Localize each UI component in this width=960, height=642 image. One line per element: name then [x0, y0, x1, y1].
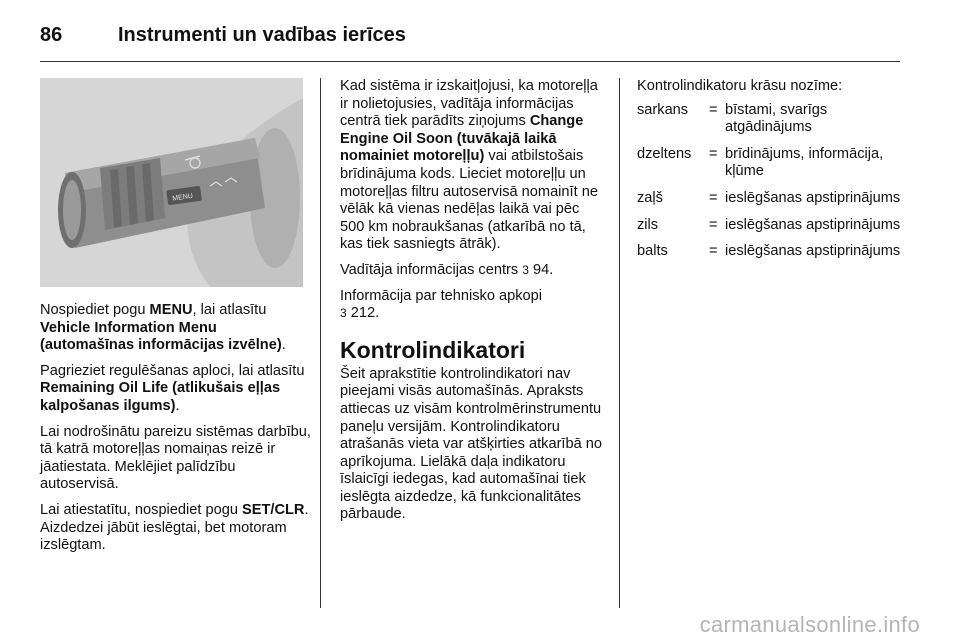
legend-meaning: ieslēgšanas apstiprinājums [725, 243, 901, 260]
legend-row [637, 146, 907, 190]
header-divider [40, 61, 900, 62]
legend-meaning: ieslēgšanas apstiprinājums [725, 216, 901, 233]
column-left [40, 302, 312, 563]
legend-separator: = [709, 145, 718, 162]
page-number: 86 [40, 23, 63, 46]
paragraph-change-oil: Kad sistēma ir izskaitļojusi, ka motoreļļa ir nolietojusies, vadītāja informācijas centrā tiek parādīts ziņojums Change Engine Oil Soon (tuvākajā laikā nomainiet motoreļļu) vai atbilstošais brīdinājuma kods. Lieciet motoreļļu un motoreļļas filtru autoservisā nomainīt ne vēlāk kā vienas nedēļas laikā vai pēc 500 km nobraukšanas (atkarībā no tā, kas tiek sasniegts ātrāk). [340, 78, 598, 253]
color-legend-table [637, 102, 907, 270]
reference-arrow-icon: 3 [340, 306, 347, 321]
paragraph-reset-instructions: Lai atiestatītu, nospiediet pogu SET/CLR. Aizdedzei jābūt ieslēgtai, bet motoram izslēgtam. [40, 501, 309, 554]
paragraph-reset-note: Lai nodrošinātu pareizu sistēmas darbību, tā katrā motoreļļas nomaiņas reizē ir jāatiestata. Meklējiet palīdzību autoservisā. [40, 423, 311, 493]
legend-meaning: brīdinājums, informācija, kļūme [725, 145, 884, 180]
legend-color: zils [637, 216, 659, 233]
page-reference[interactable]: 212 [350, 305, 376, 322]
legend-separator: = [709, 101, 718, 118]
legend-color: sarkans [637, 101, 689, 118]
legend-color: dzeltens [637, 145, 692, 162]
legend-meaning: ieslēgšanas apstiprinājums [725, 189, 901, 206]
column-divider-right [619, 78, 620, 608]
legend-row [637, 102, 907, 146]
column-right [637, 78, 907, 270]
turn-signal-stalk-illustration [40, 78, 303, 287]
column-middle [340, 78, 606, 532]
paragraph-service-ref: Informācija par tehnisko apkopi 3 212. [340, 287, 542, 322]
column-divider-left [320, 78, 321, 608]
legend-row [637, 190, 907, 217]
paragraph-menu: Nospiediet pogu MENU, lai atlasītu Vehicle Information Menu (automašīnas informācijas izvēlne). [40, 302, 286, 354]
menu-button-label: MENU [171, 192, 194, 203]
reference-arrow-icon: 3 [522, 262, 529, 277]
legend-row [637, 217, 907, 244]
page-title: Instrumenti un vadības ierīces [118, 23, 406, 46]
legend-separator: = [709, 216, 718, 233]
legend-row [637, 243, 907, 270]
legend-separator: = [709, 243, 718, 260]
section-heading: Kontrolindikatori [340, 336, 526, 363]
watermark-text: carmanualsonline.info [699, 612, 920, 637]
legend-meaning: bīstami, svarīgs atgādinājums [725, 101, 828, 136]
page-header [40, 18, 406, 52]
paragraph-oil-life: Pagrieziet regulēšanas aploci, lai atlasītu Remaining Oil Life (atlikušais eļļas kalpošanas ilgums). [40, 362, 305, 414]
page-reference[interactable]: 94 [532, 261, 550, 278]
legend-separator: = [709, 189, 718, 206]
legend-title: Kontrolindikatoru krāsu nozīme: [637, 78, 843, 94]
paragraph-indicators-intro: Šeit aprakstītie kontrolindikatori nav pieejami visās automašīnās. Apraksts attiecas uz visām kontrolmērinstrumentu paneļu versijām. Kontrolindikatoru atrašanās vieta var atšķirties atkarībā no aprīkojuma. Lielākā daļa indikatoru īslaicīgi iedegas, kad automašīnai tiek ieslēgta aizdedze, kā funkcionalitātes pārbaude. [340, 365, 603, 523]
legend-color: zaļš [637, 189, 663, 206]
legend-color: balts [637, 243, 668, 260]
paragraph-driver-info-ref: Vadītāja informācijas centrs 3 94. [340, 261, 554, 278]
stalk-control-photo [40, 78, 303, 287]
